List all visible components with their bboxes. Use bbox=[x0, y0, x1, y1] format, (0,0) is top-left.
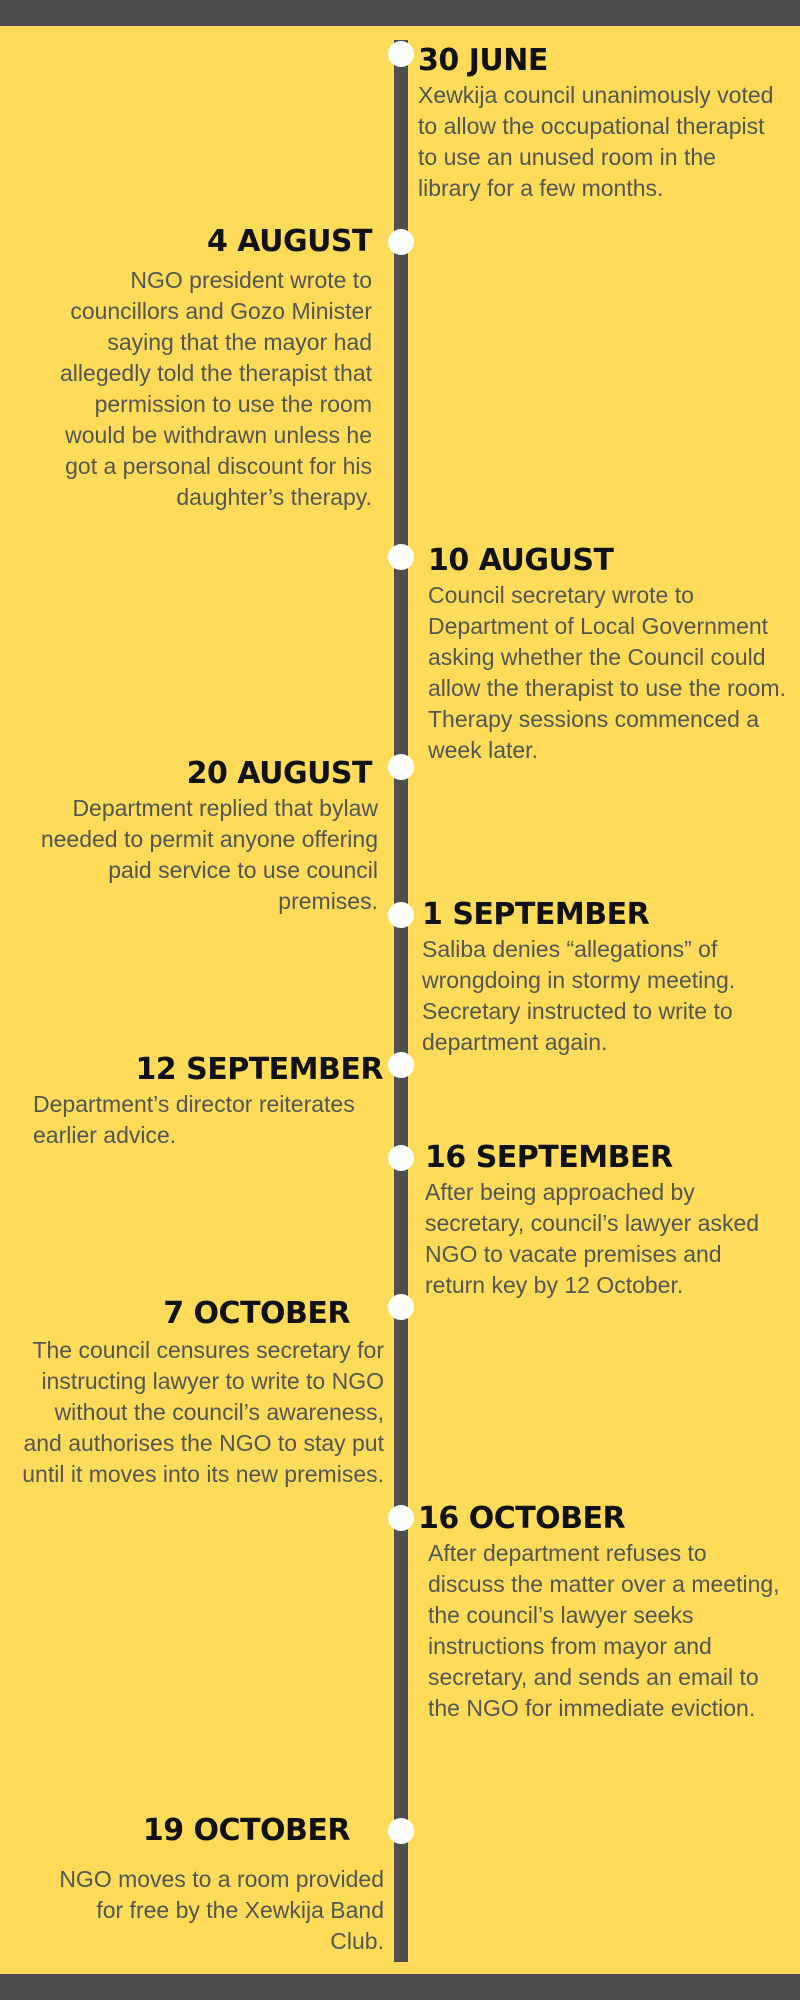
timeline-event bbox=[30, 223, 372, 513]
timeline-dot bbox=[388, 544, 414, 570]
event-description: Council secretary wrote to Department of Local Government asking whether the Council could allow the therapist to use the room. Therapy sessions commenced a week later. bbox=[428, 582, 786, 763]
timeline-dot bbox=[388, 754, 414, 780]
event-date: 30 JUNE bbox=[418, 43, 548, 78]
event-date: 19 OCTOBER bbox=[142, 1813, 350, 1848]
event-date: 16 OCTOBER bbox=[418, 1501, 626, 1536]
timeline-dot bbox=[388, 1294, 414, 1320]
timeline-dot bbox=[388, 229, 414, 255]
timeline-event bbox=[422, 896, 782, 1058]
timeline-line bbox=[394, 40, 408, 1962]
event-date: 7 OCTOBER bbox=[163, 1296, 350, 1331]
timeline-event bbox=[425, 1139, 785, 1301]
event-description: Department replied that bylaw needed to permit anyone offering paid service to use council premises. bbox=[40, 795, 378, 914]
timeline-dot bbox=[388, 1505, 414, 1531]
event-date: 20 AUGUST bbox=[186, 756, 372, 791]
timeline-dot bbox=[388, 41, 414, 67]
timeline-dot bbox=[388, 1145, 414, 1171]
timeline-dot bbox=[388, 1818, 414, 1844]
timeline-event bbox=[418, 1500, 786, 1724]
event-date: 4 AUGUST bbox=[206, 224, 372, 259]
event-description: NGO moves to a room provided for free by the Xewkija Band Club. bbox=[59, 1866, 384, 1954]
timeline-event bbox=[33, 1051, 383, 1151]
event-date: 1 SEPTEMBER bbox=[422, 897, 650, 932]
top-bar bbox=[0, 0, 800, 26]
event-date: 12 SEPTEMBER bbox=[135, 1052, 383, 1087]
event-description: The council censures secretary for instructing lawyer to write to NGO without the council’s awareness, and authorises the NGO to stay put until it moves into its new premises. bbox=[22, 1337, 384, 1487]
event-date: 10 AUGUST bbox=[428, 543, 614, 578]
event-description: Xewkija council unanimously voted to allow the occupational therapist to use an unused room in the library for a few months. bbox=[418, 82, 774, 201]
bottom-bar bbox=[0, 1974, 800, 2000]
event-description: After department refuses to discuss the matter over a meeting, the council’s lawyer seeks instructions from mayor and secretary, and sends an email to the NGO for immediate eviction. bbox=[428, 1540, 780, 1721]
timeline-dot bbox=[388, 902, 414, 928]
event-description: After being approached by secretary, council’s lawyer asked NGO to vacate premises and return key by 12 October. bbox=[425, 1179, 760, 1298]
timeline-dot bbox=[388, 1052, 414, 1078]
timeline-event bbox=[428, 542, 788, 766]
event-date: 16 SEPTEMBER bbox=[425, 1140, 673, 1175]
timeline-event bbox=[20, 755, 378, 917]
event-description: Saliba denies “allegations” of wrongdoing in stormy meeting. Secretary instructed to write to department again. bbox=[422, 936, 736, 1055]
timeline-event bbox=[40, 1812, 384, 1957]
event-description: Department’s director reiterates earlier advice. bbox=[33, 1091, 355, 1148]
event-description: NGO president wrote to councillors and Gozo Minister saying that the mayor had allegedly told the therapist that permission to use the room would be withdrawn unless he got a personal discount for his daughter’s therapy. bbox=[60, 267, 372, 510]
timeline-event bbox=[418, 42, 778, 204]
timeline-event bbox=[22, 1295, 384, 1490]
